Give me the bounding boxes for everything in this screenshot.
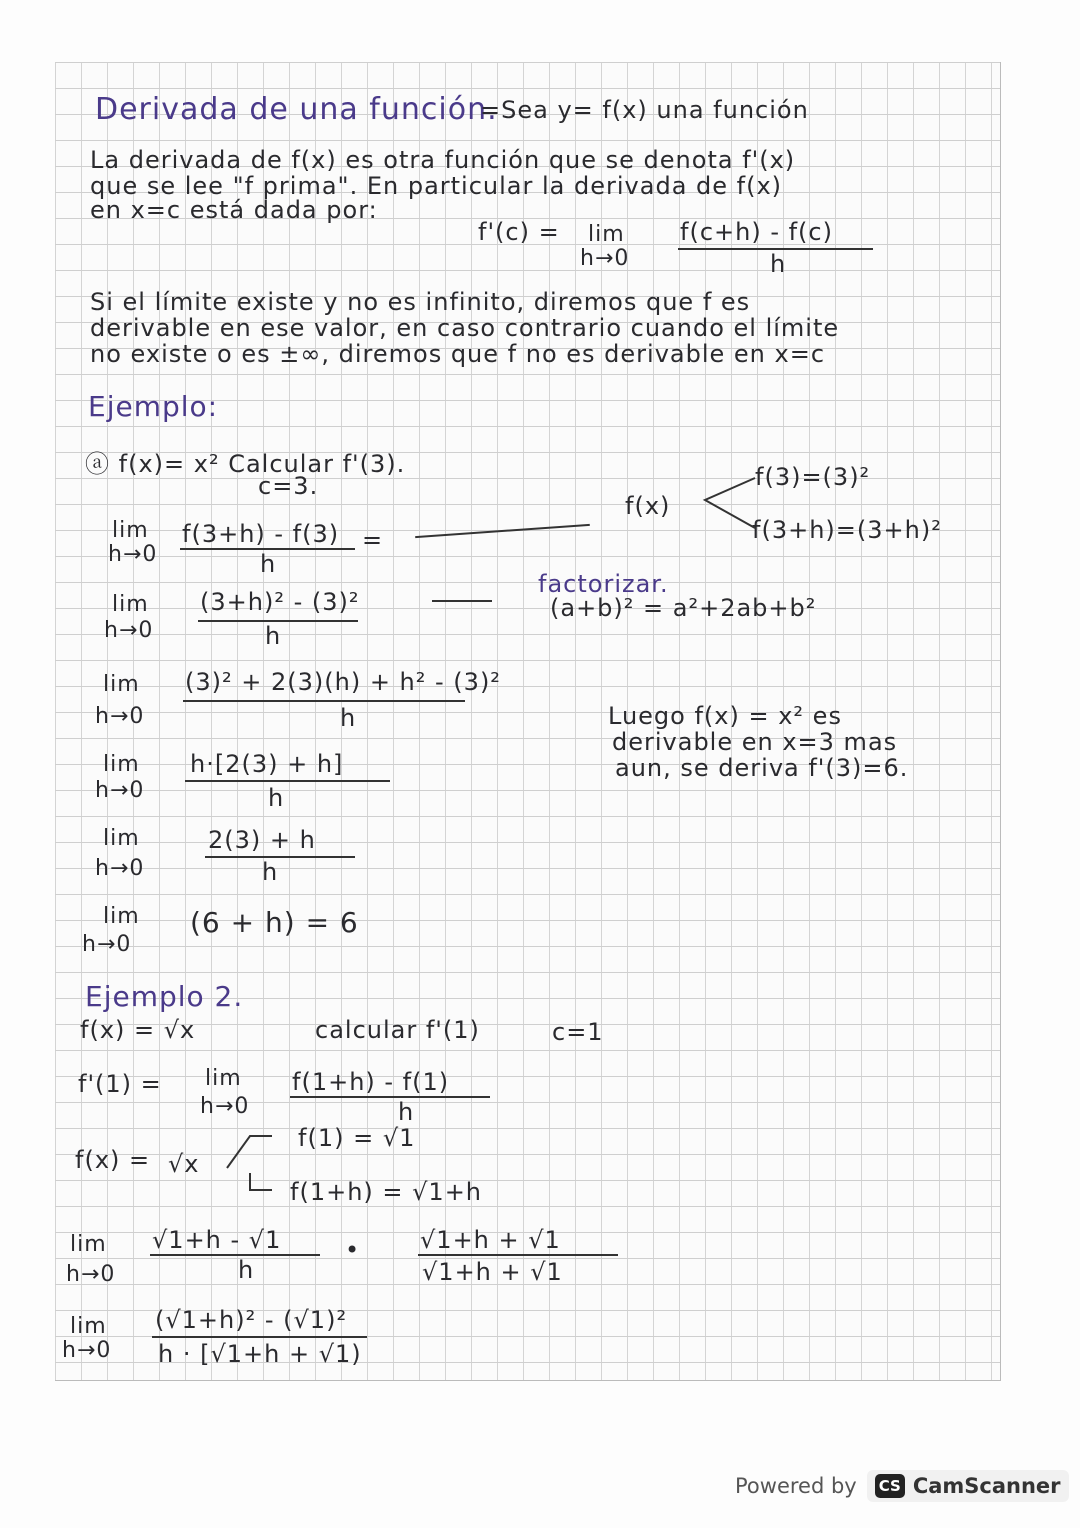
branch-arrows-icon bbox=[700, 470, 760, 540]
page-title: Derivada de una función. bbox=[95, 92, 498, 127]
step-denominator: h bbox=[238, 1256, 255, 1284]
lim-label: lim bbox=[103, 672, 140, 697]
example2-function: f(x) = √x bbox=[80, 1016, 196, 1044]
conclusion-line: Luego f(x) = x² es bbox=[608, 702, 842, 730]
example2-task: calcular f'(1) bbox=[315, 1016, 480, 1044]
def-lhs: f'(1) = bbox=[78, 1070, 162, 1098]
brand-name: CamScanner bbox=[912, 1474, 1061, 1498]
camscanner-watermark bbox=[735, 1470, 1069, 1502]
definition-line: que se lee "f prima". En particular la derivada de f(x) bbox=[90, 172, 783, 200]
title-continuation: =Sea y= f(x) una función bbox=[480, 96, 809, 124]
branch-top: f(1) = √1 bbox=[298, 1124, 416, 1152]
branch-root: f(x) bbox=[625, 492, 671, 520]
lim-sub: h→0 bbox=[95, 778, 145, 803]
step-result: (6 + h) = 6 bbox=[190, 906, 359, 939]
lim-sub: h→0 bbox=[62, 1338, 112, 1363]
step-numerator: (3+h)² - (3)² bbox=[200, 588, 360, 616]
example2-heading: Ejemplo 2. bbox=[85, 980, 244, 1013]
lim-label: lim bbox=[112, 592, 149, 617]
lim-sub: h→0 bbox=[104, 618, 154, 643]
step-denominator: h bbox=[262, 858, 279, 886]
paragraph-line: no existe o es ±∞, diremos que f no es derivable en x=c bbox=[90, 340, 826, 368]
step-numerator: f(3+h) - f(3) bbox=[182, 520, 340, 548]
step-numerator: 2(3) + h bbox=[208, 826, 316, 854]
formula-denominator: h bbox=[770, 250, 787, 278]
branch-root: √x bbox=[168, 1150, 200, 1178]
definition-line: La derivada de f(x) es otra función que se denota f'(x) bbox=[90, 146, 796, 174]
step-denominator: h bbox=[265, 622, 282, 650]
formula-lim: lim bbox=[588, 222, 625, 247]
factor-formula: (a+b)² = a²+2ab+b² bbox=[550, 594, 817, 622]
fraction-bar bbox=[185, 780, 390, 782]
formula-numerator: f(c+h) - f(c) bbox=[680, 218, 833, 246]
def-numerator: f(1+h) - f(1) bbox=[292, 1068, 450, 1096]
equals: = bbox=[362, 526, 384, 554]
step-denominator: h bbox=[260, 550, 277, 578]
example2-c: c=1 bbox=[552, 1018, 604, 1046]
notebook-page bbox=[55, 62, 1001, 1381]
conjugate-denominator: √1+h + √1 bbox=[422, 1258, 563, 1286]
fraction-bar bbox=[418, 1254, 618, 1256]
lim-sub: h→0 bbox=[95, 856, 145, 881]
lim-label: lim bbox=[205, 1066, 242, 1091]
lim-sub: h→0 bbox=[108, 542, 158, 567]
fraction-bar bbox=[152, 1336, 367, 1338]
lim-label: lim bbox=[70, 1314, 107, 1339]
step-numerator: (3)² + 2(3)(h) + h² - (3)² bbox=[185, 668, 501, 696]
def-denominator: h bbox=[398, 1098, 415, 1126]
lim-label: lim bbox=[103, 904, 140, 929]
step-numerator: (√1+h)² - (√1)² bbox=[155, 1306, 348, 1334]
definition-line: en x=c está dada por: bbox=[90, 196, 378, 224]
paragraph-line: Si el límite existe y no es infinito, diremos que f es bbox=[90, 288, 751, 316]
conclusion-line: derivable en x=3 mas bbox=[612, 728, 898, 756]
arrow-right bbox=[432, 600, 492, 602]
fraction-bar bbox=[183, 700, 465, 702]
branch-bottom: f(3+h)=(3+h)² bbox=[752, 516, 942, 544]
formula-lim-sub: h→0 bbox=[580, 246, 630, 271]
lim-label: lim bbox=[70, 1232, 107, 1257]
example1-c: c=3. bbox=[258, 472, 319, 500]
lim-sub: h→0 bbox=[200, 1094, 250, 1119]
step-denominator: h bbox=[268, 784, 285, 812]
fraction-bar bbox=[290, 1096, 490, 1098]
fraction-bar bbox=[205, 856, 355, 858]
branch-bottom: f(1+h) = √1+h bbox=[290, 1178, 483, 1206]
formula-lhs: f'(c) = bbox=[478, 218, 560, 246]
lim-label: lim bbox=[103, 826, 140, 851]
branch-lhs: f(x) = bbox=[75, 1146, 151, 1174]
conclusion-line: aun, se deriva f'(3)=6. bbox=[615, 754, 909, 782]
example-heading: Ejemplo: bbox=[88, 390, 219, 423]
lim-sub: h→0 bbox=[66, 1262, 116, 1287]
step-numerator: h·[2(3) + h] bbox=[190, 750, 344, 778]
camscanner-logo bbox=[867, 1470, 1069, 1502]
lim-label: lim bbox=[103, 752, 140, 777]
fraction-bar bbox=[150, 1254, 320, 1256]
step-denominator: h bbox=[340, 704, 357, 732]
cs-logo-icon: CS bbox=[875, 1474, 905, 1498]
paragraph-line: derivable en ese valor, en caso contrario cuando el límite bbox=[90, 314, 840, 342]
example1-statement: ⓐ f(x)= x² Calcular f'(3). bbox=[85, 450, 406, 478]
lim-sub: h→0 bbox=[95, 704, 145, 729]
factor-label: factorizar. bbox=[538, 570, 669, 598]
multiply-dot: • bbox=[345, 1236, 361, 1264]
lim-label: lim bbox=[112, 518, 149, 543]
branch-top: f(3)=(3)² bbox=[755, 463, 871, 491]
step-numerator: √1+h - √1 bbox=[152, 1226, 282, 1254]
step-denominator: h · [√1+h + √1) bbox=[158, 1340, 362, 1368]
conjugate-numerator: √1+h + √1 bbox=[420, 1226, 561, 1254]
powered-by-text: Powered by bbox=[735, 1474, 857, 1498]
branch-arrows-icon bbox=[222, 1128, 277, 1198]
lim-sub: h→0 bbox=[82, 932, 132, 957]
